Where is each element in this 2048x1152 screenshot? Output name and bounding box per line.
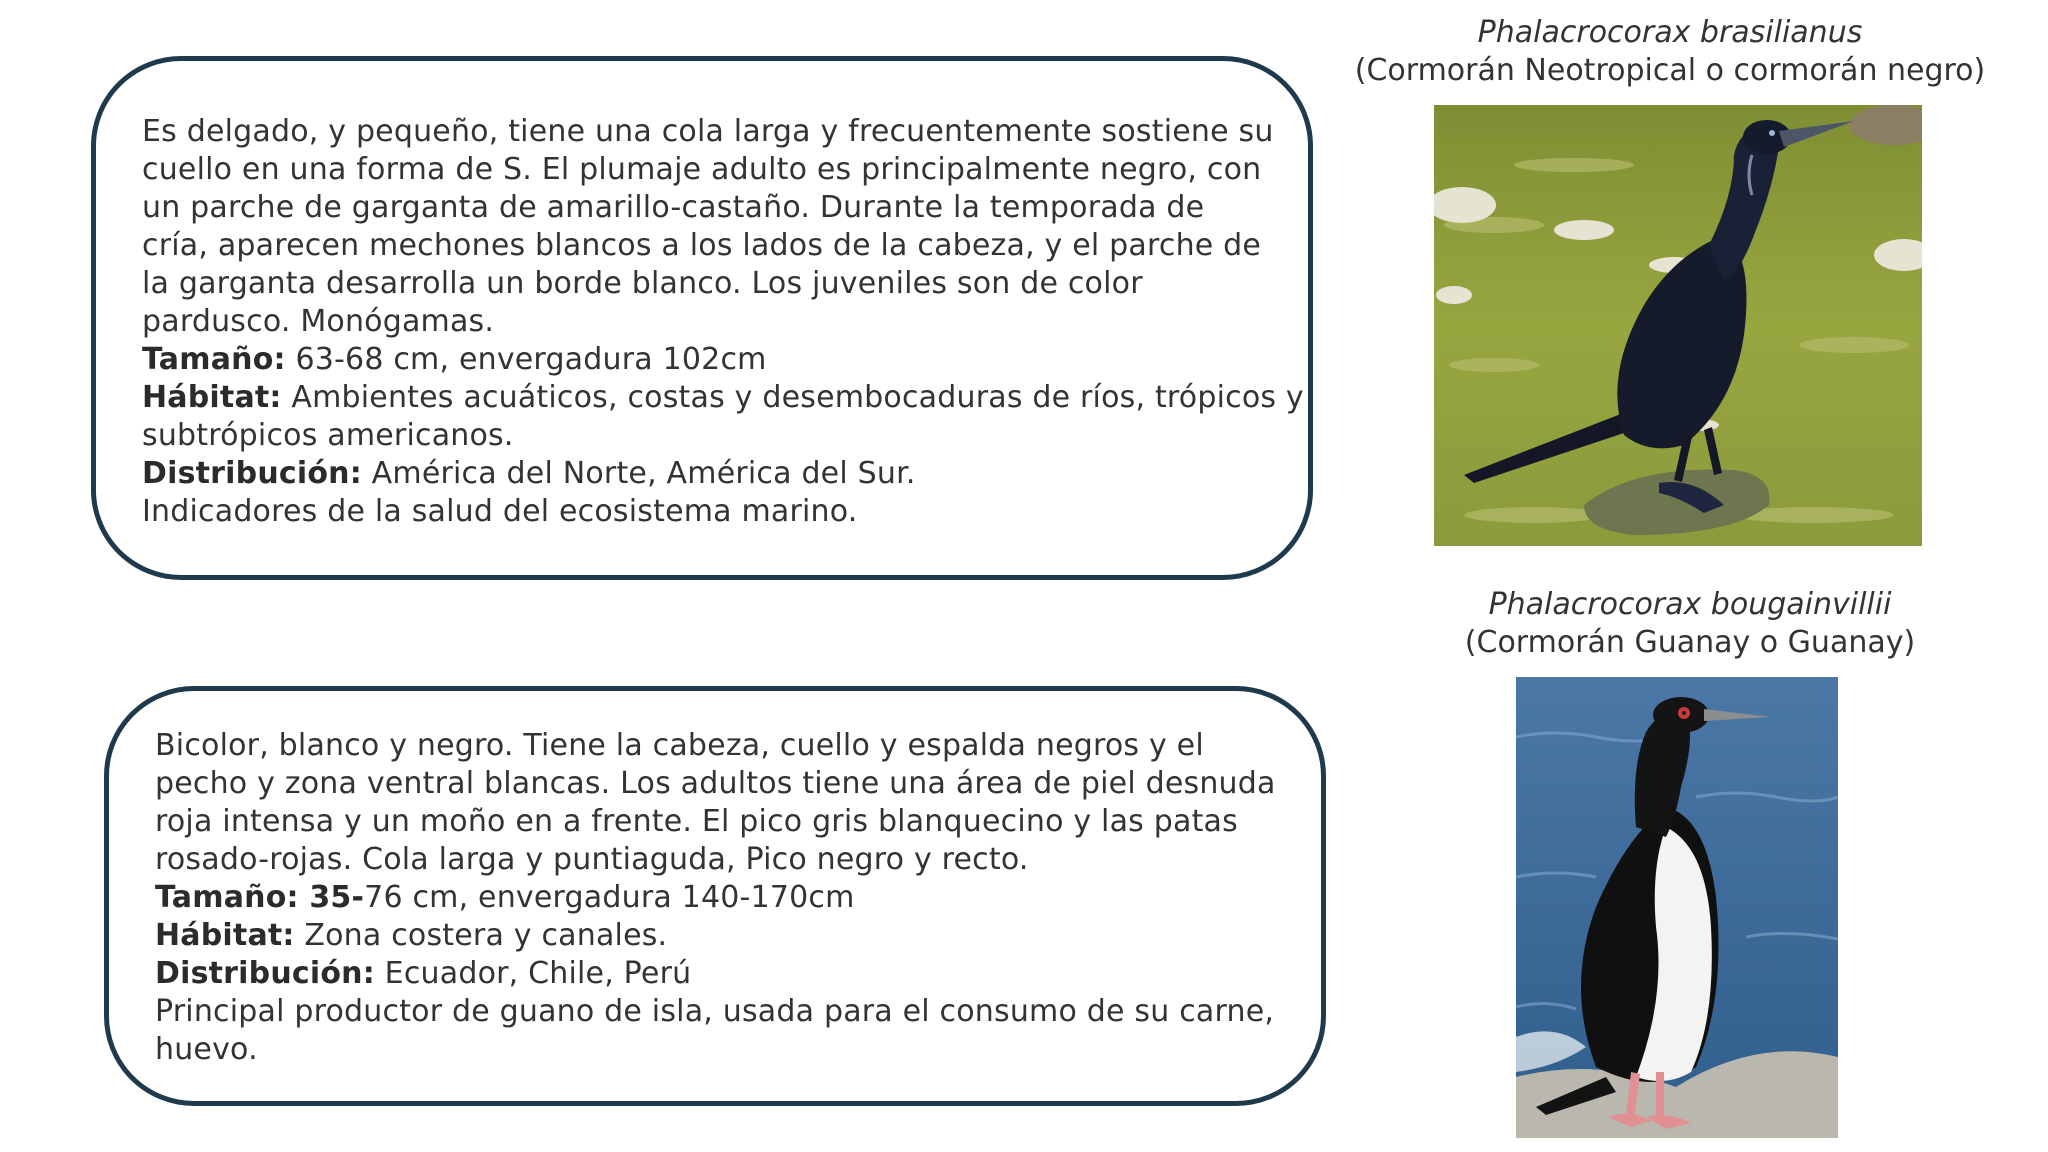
habitat-line (155, 917, 1295, 955)
species-card-brasilianus (91, 56, 1313, 580)
habitat-line (142, 379, 1304, 417)
scientific-name: Phalacrocorax bougainvillii (1488, 587, 1892, 622)
distribution-label: Distribución: (155, 956, 375, 991)
distribution-line (155, 955, 1295, 993)
extra-line: huevo. (155, 1032, 258, 1067)
cormorant-photo-brasilianus (1434, 105, 1922, 546)
size-line (155, 879, 1295, 917)
size-line (142, 341, 1282, 379)
guanay-illustration (1516, 677, 1838, 1138)
extra-line: Principal productor de guano de isla, usada para el consumo de su carne, (155, 994, 1275, 1029)
habitat-value: Ambientes acuáticos, costas y desembocaduras de ríos, trópicos y (281, 380, 1304, 415)
distribution-label: Distribución: (142, 456, 362, 491)
description-line: cría, aparecen mechones blancos a los lados de la cabeza, y el parche de (142, 228, 1262, 263)
species-description (155, 727, 1295, 1069)
description-line: cuello en una forma de S. El plumaje adulto es principalmente negro, con (142, 152, 1262, 187)
common-name: (Cormorán Neotropical o cormorán negro) (1354, 53, 1986, 88)
distribution-line (142, 455, 1282, 493)
description-line: roja intensa y un moño en a frente. El pico gris blanquecino y las patas (155, 804, 1238, 839)
extra-line: Indicadores de la salud del ecosistema marino. (142, 494, 858, 529)
size-label: Tamaño: (142, 342, 286, 377)
scientific-name: Phalacrocorax brasilianus (1477, 15, 1863, 50)
common-name: (Cormorán Guanay o Guanay) (1464, 625, 1916, 660)
species-caption-bougainvillii (1390, 586, 1990, 662)
description-line: Es delgado, y pequeño, tiene una cola larga y frecuentemente sostiene su (142, 114, 1274, 149)
description-line: un parche de garganta de amarillo-castaño. Durante la temporada de (142, 190, 1205, 225)
habitat-line-continued: subtrópicos americanos. (142, 418, 514, 453)
habitat-label: Hábitat: (142, 380, 282, 415)
distribution-value: Ecuador, Chile, Perú (374, 956, 692, 991)
description-line: pecho y zona ventral blancas. Los adultos tiene una área de piel desnuda (155, 766, 1276, 801)
cormorant-illustration (1434, 105, 1922, 546)
habitat-value: Zona costera y canales. (294, 918, 668, 953)
size-value: 76 cm, envergadura 140-170cm (364, 880, 855, 915)
distribution-value: América del Norte, América del Sur. (361, 456, 916, 491)
size-label: Tamaño: 35- (155, 880, 365, 915)
species-card-bougainvillii (104, 686, 1326, 1106)
cormorant-photo-bougainvillii (1516, 677, 1838, 1138)
description-line: la garganta desarrolla un borde blanco. Los juveniles son de color (142, 266, 1143, 301)
species-description (142, 113, 1304, 531)
species-caption-brasilianus (1330, 14, 2010, 90)
description-line: Bicolor, blanco y negro. Tiene la cabeza, cuello y espalda negros y el (155, 728, 1204, 763)
habitat-label: Hábitat: (155, 918, 295, 953)
description-line: pardusco. Monógamas. (142, 304, 495, 339)
size-value: 63-68 cm, envergadura 102cm (285, 342, 767, 377)
description-line: rosado-rojas. Cola larga y puntiaguda, Pico negro y recto. (155, 842, 1029, 877)
